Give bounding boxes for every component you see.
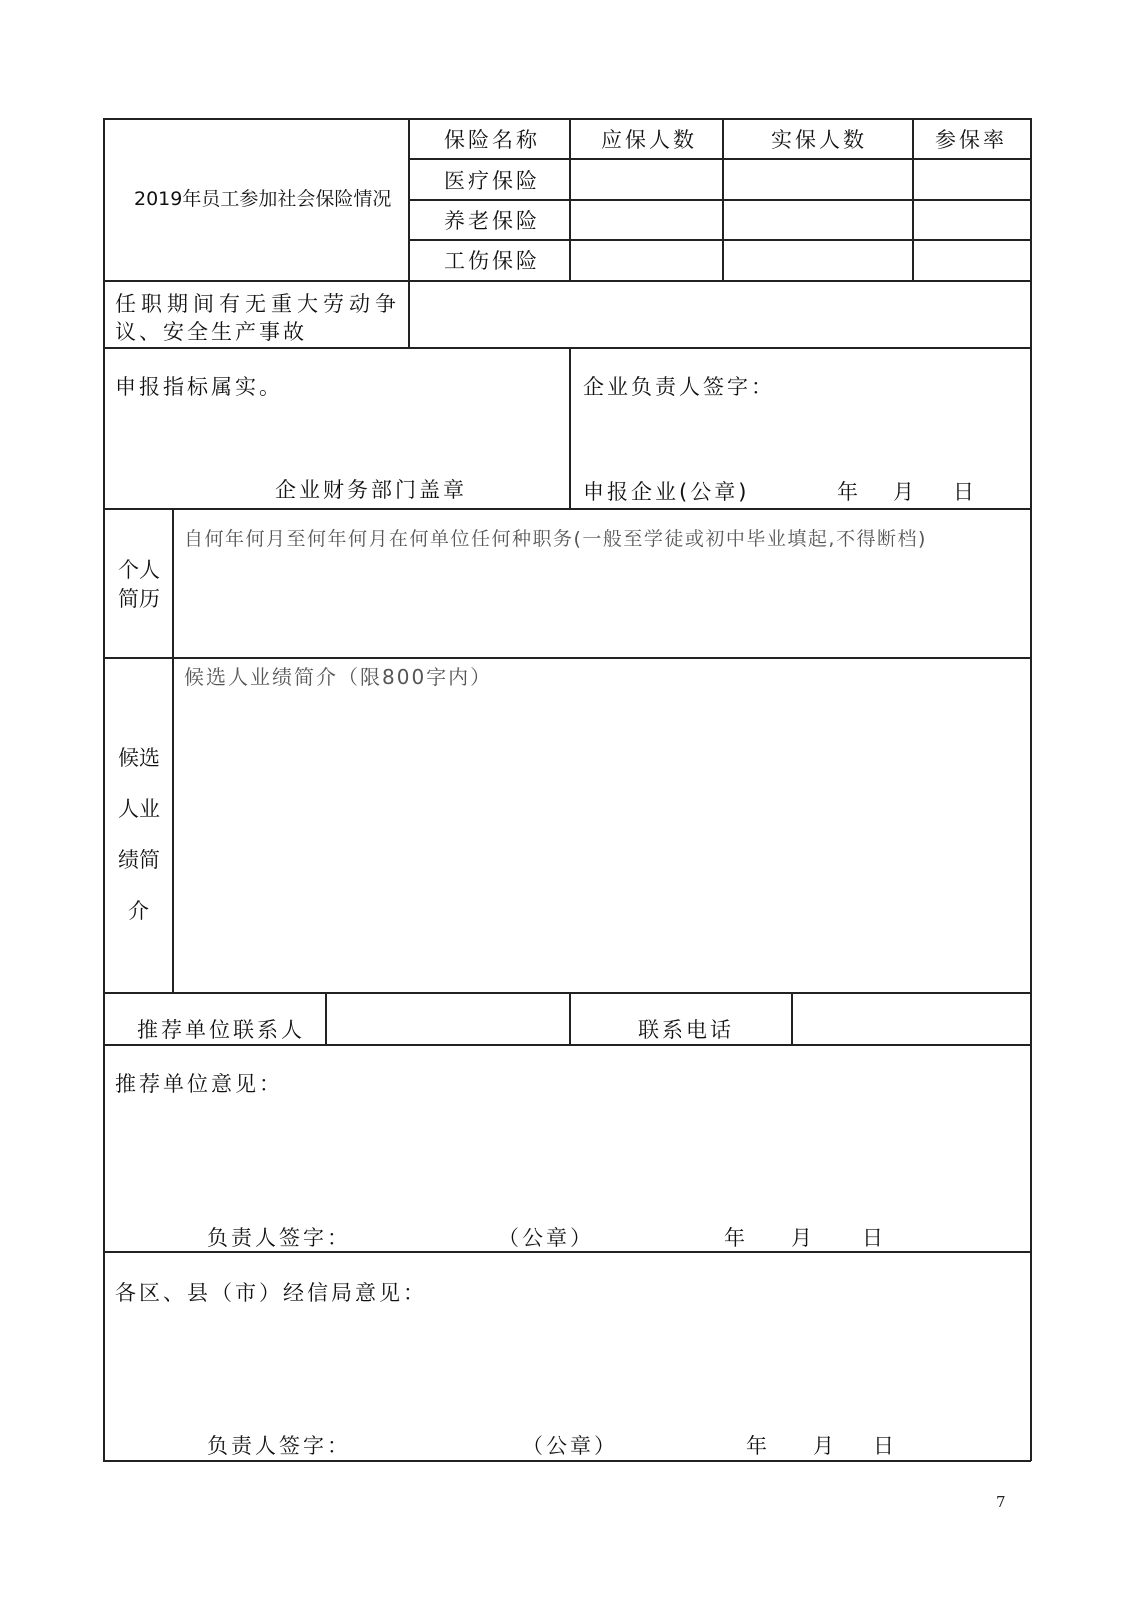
achievements-label: 人业 <box>118 797 160 821</box>
achievements-label: 候选 <box>118 746 160 770</box>
header-required-count: 应保人数 <box>601 128 697 152</box>
rule-v <box>912 118 914 280</box>
disputes-label: 任职期间有无重大劳动争 <box>115 292 401 316</box>
date-month-label: 月 <box>791 1226 812 1250</box>
page-number: 7 <box>996 1493 1006 1511</box>
insurance-section-label: 2019年员工参加社会保险情况 <box>134 188 392 210</box>
recommender-opinion-label: 推荐单位意见： <box>115 1072 283 1096</box>
rule-h <box>408 158 1031 160</box>
date-day-label: 日 <box>953 480 974 504</box>
rule-v <box>1030 118 1032 1461</box>
contact-person-label: 推荐单位联系人 <box>137 1018 305 1042</box>
recommender-seal-label: （公章） <box>498 1226 594 1250</box>
finance-seal-label: 企业财务部门盖章 <box>275 478 467 502</box>
row-medical-insurance: 医疗保险 <box>444 169 540 193</box>
resume-label: 个人 <box>118 558 160 582</box>
rule-h <box>103 992 1031 994</box>
date-day-label: 日 <box>873 1434 894 1458</box>
verified-statement: 申报指标属实。 <box>115 375 283 399</box>
date-day-label: 日 <box>862 1226 883 1250</box>
disputes-label: 议、安全生产事故 <box>115 320 307 344</box>
rule-h <box>103 1044 1031 1046</box>
company-seal-label: 申报企业(公章) <box>583 480 750 504</box>
rule-v <box>408 118 410 347</box>
rule-h <box>103 347 1031 349</box>
header-insurance-name: 保险名称 <box>444 128 540 152</box>
achievements-label: 介 <box>128 899 149 923</box>
phone-label: 联系电话 <box>638 1018 734 1042</box>
rule-h <box>408 199 1031 201</box>
row-pension-insurance: 养老保险 <box>444 209 540 233</box>
header-actual-count: 实保人数 <box>771 128 867 152</box>
date-year-label: 年 <box>724 1226 745 1250</box>
bureau-signer-label: 负责人签字： <box>207 1434 351 1458</box>
recommender-signer-label: 负责人签字： <box>207 1226 351 1250</box>
date-month-label: 月 <box>893 480 914 504</box>
rule-v <box>569 992 571 1044</box>
rule-v <box>791 992 793 1044</box>
resume-hint: 自何年何月至何年何月在何单位任何种职务(一般至学徒或初中毕业填起,不得断档) <box>184 528 927 550</box>
bureau-seal-label: （公章） <box>522 1434 618 1458</box>
rule-v <box>103 118 105 1461</box>
rule-h <box>103 1460 1031 1462</box>
resume-label: 简历 <box>118 587 160 611</box>
rule-v <box>569 118 571 280</box>
enterprise-signer-label: 企业负责人签字： <box>583 375 775 399</box>
bureau-opinion-label: 各区、县（市）经信局意见： <box>115 1281 427 1305</box>
header-coverage-rate: 参保率 <box>935 128 1007 152</box>
rule-v <box>722 118 724 280</box>
date-year-label: 年 <box>746 1434 767 1458</box>
rule-h <box>103 508 1031 510</box>
rule-v <box>172 508 174 992</box>
achievements-label: 绩简 <box>118 848 160 872</box>
rule-h <box>103 657 1031 659</box>
row-injury-insurance: 工伤保险 <box>444 249 540 273</box>
date-year-label: 年 <box>837 480 858 504</box>
rule-h <box>408 239 1031 241</box>
rule-h <box>103 280 1031 282</box>
rule-h <box>103 118 1031 120</box>
rule-v <box>325 992 327 1044</box>
rule-h <box>103 1251 1031 1253</box>
rule-v <box>569 347 571 508</box>
achievements-hint: 候选人业绩简介（限800字内） <box>184 665 493 689</box>
date-month-label: 月 <box>813 1434 834 1458</box>
